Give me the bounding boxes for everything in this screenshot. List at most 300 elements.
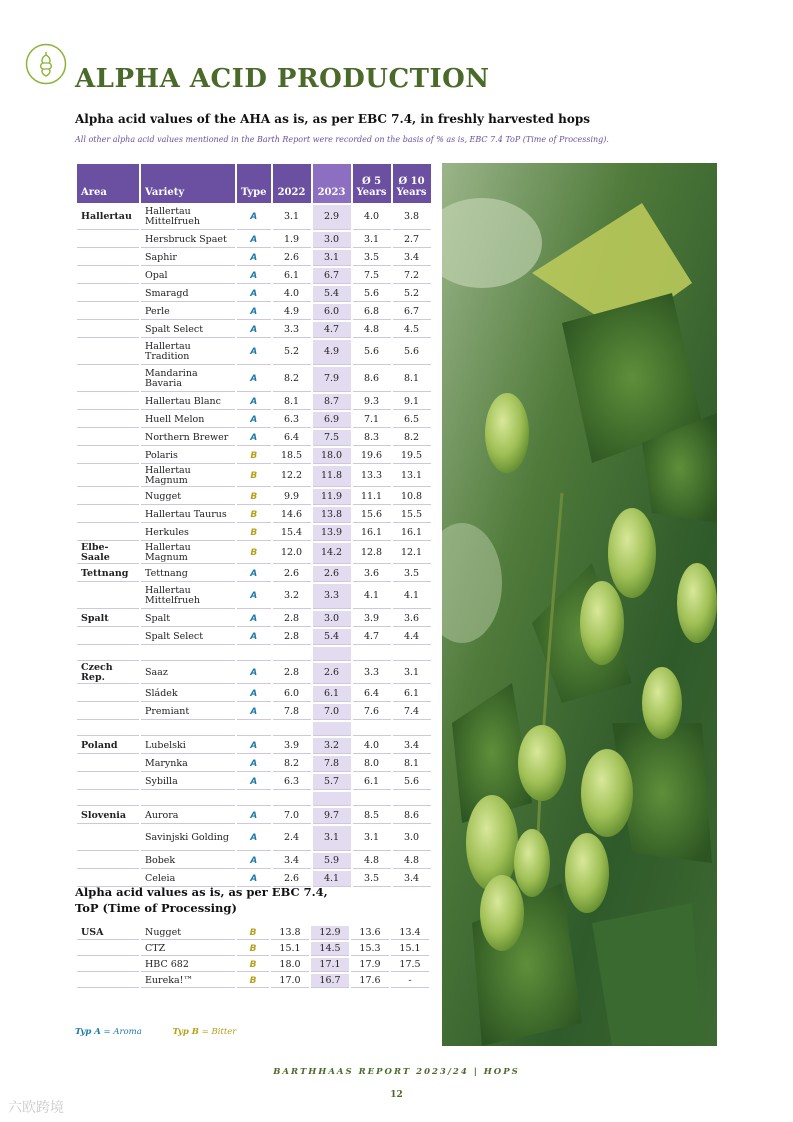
- cell-area: [77, 525, 139, 541]
- table-row: [77, 686, 431, 702]
- cell-2023: 17.1: [311, 958, 349, 972]
- table-row: [77, 250, 431, 266]
- cell-2023: 6.9: [313, 412, 351, 428]
- cell-area: Hallertau: [77, 205, 139, 230]
- header-avg5-line1: Ø 5: [361, 176, 382, 187]
- legend-type-a-label: Typ A: [75, 1027, 101, 1037]
- cell-avg5: 3.5: [353, 250, 391, 266]
- cell-type: A: [237, 367, 271, 392]
- cell-2023: 7.0: [313, 704, 351, 720]
- cell-avg5: 6.4: [353, 686, 391, 702]
- cell-avg5: 16.1: [353, 525, 391, 541]
- cell-area: Slovenia: [77, 808, 139, 824]
- cell-2022: 6.3: [273, 774, 311, 790]
- cell-2023: 3.1: [313, 250, 351, 266]
- cell-area: [77, 507, 139, 523]
- cell-avg5: 17.6: [351, 974, 389, 988]
- cell-2022: 2.4: [273, 826, 311, 851]
- cell-avg10: 15.5: [393, 507, 431, 523]
- cell-avg5: 4.8: [353, 853, 391, 869]
- page-number: 12: [390, 1090, 403, 1100]
- cell-avg5: 7.1: [353, 412, 391, 428]
- cell-2022: 3.2: [273, 584, 311, 609]
- cell-2023: 6.0: [313, 304, 351, 320]
- cell-2022: 15.1: [271, 942, 309, 956]
- cell-variety: Saphir: [141, 250, 235, 266]
- cell-avg5: 9.3: [353, 394, 391, 410]
- cell-avg10: 4.5: [393, 322, 431, 338]
- cell-avg10: 2.7: [393, 232, 431, 248]
- cell-variety: Herkules: [141, 525, 235, 541]
- cell-avg10: 4.1: [393, 584, 431, 609]
- cell-type: A: [237, 738, 271, 754]
- cell-2023: 3.3: [313, 584, 351, 609]
- cell-variety: Perle: [141, 304, 235, 320]
- cell-variety: Mandarina Bavaria: [141, 367, 235, 392]
- cell-area: [77, 268, 139, 284]
- cell-2023: 3.0: [313, 232, 351, 248]
- header-2023: 2023: [313, 164, 351, 203]
- cell-area: Elbe-Saale: [77, 543, 139, 564]
- cell-avg5: 5.6: [353, 340, 391, 365]
- cell-type: A: [237, 394, 271, 410]
- cell-variety: HBC 682: [141, 958, 235, 972]
- cell-variety: Eureka!™: [141, 974, 235, 988]
- cell-variety: Hallertau Magnum: [141, 466, 235, 487]
- cell-area: Poland: [77, 738, 139, 754]
- cell-variety: Hallertau Mittelfrueh: [141, 584, 235, 609]
- cell-avg10: 12.1: [393, 543, 431, 564]
- cell-2023: 2.6: [313, 566, 351, 582]
- table-body: [77, 205, 431, 887]
- usa-table: [75, 924, 431, 990]
- cell-2023: 4.7: [313, 322, 351, 338]
- cell-avg5: 5.6: [353, 286, 391, 302]
- legend-type-a-text: = Aroma: [100, 1027, 142, 1037]
- table-row: [77, 448, 431, 464]
- spacer-cell: [353, 792, 391, 806]
- cell-type: B: [237, 926, 269, 940]
- cell-avg10: 3.4: [393, 738, 431, 754]
- cell-area: [77, 340, 139, 365]
- cell-2022: 4.9: [273, 304, 311, 320]
- cell-variety: Hallertau Tradition: [141, 340, 235, 365]
- cell-2022: 17.0: [271, 974, 309, 988]
- cell-avg10: 13.4: [391, 926, 429, 940]
- legend-type-b-label: Typ B: [172, 1027, 199, 1037]
- header-avg5-line2: Years: [356, 187, 387, 198]
- cell-2023: 3.0: [313, 611, 351, 627]
- table-row: [77, 507, 431, 523]
- cell-type: B: [237, 942, 269, 956]
- legend-type-a: [75, 1027, 142, 1037]
- cell-avg5: 3.5: [353, 871, 391, 887]
- cell-2022: 8.1: [273, 394, 311, 410]
- spacer-cell: [237, 647, 271, 661]
- table-row: [77, 340, 431, 365]
- cell-2023: 11.9: [313, 489, 351, 505]
- cell-type: A: [237, 205, 271, 230]
- cell-avg10: 8.6: [393, 808, 431, 824]
- cell-variety: Northern Brewer: [141, 430, 235, 446]
- cell-2023: 7.8: [313, 756, 351, 772]
- table-row: [77, 489, 431, 505]
- table-spacer-row: [77, 792, 431, 806]
- usa-heading-line2: ToP (Time of Processing): [75, 901, 237, 915]
- cell-avg5: 4.0: [353, 205, 391, 230]
- cell-area: [77, 584, 139, 609]
- cell-2023: 4.1: [313, 871, 351, 887]
- spacer-cell: [77, 647, 139, 661]
- table-row: [77, 286, 431, 302]
- table-row: [77, 412, 431, 428]
- cell-2023: 2.6: [313, 663, 351, 684]
- cell-variety: Spalt Select: [141, 322, 235, 338]
- cell-variety: Sládek: [141, 686, 235, 702]
- spacer-cell: [313, 722, 351, 736]
- usa-heading: [75, 884, 328, 916]
- cell-2023: 6.1: [313, 686, 351, 702]
- cell-2022: 4.0: [273, 286, 311, 302]
- cell-type: B: [237, 958, 269, 972]
- cell-2023: 8.7: [313, 394, 351, 410]
- cell-variety: Huell Melon: [141, 412, 235, 428]
- cell-2023: 14.2: [313, 543, 351, 564]
- cell-avg10: 19.5: [393, 448, 431, 464]
- cell-avg10: 5.2: [393, 286, 431, 302]
- cell-avg5: 4.1: [353, 584, 391, 609]
- cell-type: B: [237, 466, 271, 487]
- spacer-cell: [273, 647, 311, 661]
- table-row: [77, 926, 429, 940]
- cell-type: A: [237, 853, 271, 869]
- cell-area: [77, 774, 139, 790]
- spacer-cell: [141, 647, 235, 661]
- page-subtitle: Alpha acid values of the AHA as is, as per EBC 7.4, in freshly harvested hops: [75, 112, 590, 126]
- cell-variety: Tettnang: [141, 566, 235, 582]
- cell-area: [77, 322, 139, 338]
- cell-area: [77, 448, 139, 464]
- cell-area: [77, 756, 139, 772]
- legend-type-b-text: = Bitter: [198, 1027, 237, 1037]
- table-spacer-row: [77, 722, 431, 736]
- cell-area: [77, 704, 139, 720]
- cell-area: [77, 250, 139, 266]
- cell-avg5: 13.6: [351, 926, 389, 940]
- cell-type: A: [237, 430, 271, 446]
- cell-type: A: [237, 663, 271, 684]
- page-footer: BARTHHAAS REPORT 2023/24 | HOPS: [273, 1067, 520, 1077]
- cell-area: [77, 686, 139, 702]
- cell-area: [77, 412, 139, 428]
- cell-2023: 12.9: [311, 926, 349, 940]
- spacer-cell: [77, 722, 139, 736]
- cell-variety: Lubelski: [141, 738, 235, 754]
- cell-avg10: 16.1: [393, 525, 431, 541]
- spacer-cell: [313, 647, 351, 661]
- cell-2023: 5.4: [313, 629, 351, 645]
- cell-variety: Hallertau Taurus: [141, 507, 235, 523]
- cell-area: [77, 286, 139, 302]
- cell-variety: Hallertau Mittelfrueh: [141, 205, 235, 230]
- cell-type: A: [237, 808, 271, 824]
- cell-avg5: 8.0: [353, 756, 391, 772]
- table-row: [77, 466, 431, 487]
- cell-type: B: [237, 543, 271, 564]
- table-row: [77, 958, 429, 972]
- table-row: [77, 756, 431, 772]
- type-legend: [75, 1027, 236, 1037]
- cell-type: A: [237, 774, 271, 790]
- header-avg5: [353, 164, 391, 203]
- cell-avg5: 6.8: [353, 304, 391, 320]
- cell-type: A: [237, 304, 271, 320]
- cell-variety: Nugget: [141, 926, 235, 940]
- cell-2022: 7.0: [273, 808, 311, 824]
- table-row: [77, 974, 429, 988]
- cell-avg5: 4.7: [353, 629, 391, 645]
- cell-2022: 15.4: [273, 525, 311, 541]
- cell-type: A: [237, 871, 271, 887]
- watermark-text: 六欧跨境: [8, 1100, 64, 1116]
- cell-2023: 14.5: [311, 942, 349, 956]
- spacer-cell: [273, 792, 311, 806]
- cell-avg10: 4.4: [393, 629, 431, 645]
- cell-2023: 3.2: [313, 738, 351, 754]
- spacer-cell: [353, 722, 391, 736]
- spacer-cell: [313, 792, 351, 806]
- cell-2022: 3.4: [273, 853, 311, 869]
- cell-2022: 18.5: [273, 448, 311, 464]
- cell-area: [77, 304, 139, 320]
- cell-variety: Saaz: [141, 663, 235, 684]
- cell-variety: CTZ: [141, 942, 235, 956]
- cell-area: [77, 853, 139, 869]
- cell-2022: 6.0: [273, 686, 311, 702]
- cell-type: A: [237, 566, 271, 582]
- cell-avg10: 3.4: [393, 250, 431, 266]
- cell-2023: 7.5: [313, 430, 351, 446]
- cell-avg5: 11.1: [353, 489, 391, 505]
- cell-type: B: [237, 507, 271, 523]
- header-area: Area: [77, 164, 139, 203]
- cell-avg5: 3.3: [353, 663, 391, 684]
- cell-2023: 3.1: [313, 826, 351, 851]
- cell-type: A: [237, 686, 271, 702]
- cell-variety: Spalt Select: [141, 629, 235, 645]
- cell-variety: Hallertau Blanc: [141, 394, 235, 410]
- cell-variety: Spalt: [141, 611, 235, 627]
- cell-type: A: [237, 250, 271, 266]
- cell-variety: Bobek: [141, 853, 235, 869]
- legend-type-b: [173, 1027, 237, 1037]
- cell-2023: 5.7: [313, 774, 351, 790]
- cell-variety: Celeia: [141, 871, 235, 887]
- header-avg10: [393, 164, 431, 203]
- cell-area: [77, 974, 139, 988]
- table-row: [77, 304, 431, 320]
- cell-area: [77, 232, 139, 248]
- spacer-cell: [393, 722, 431, 736]
- cell-avg5: 3.1: [353, 232, 391, 248]
- cell-avg10: 3.0: [393, 826, 431, 851]
- cell-2022: 14.6: [273, 507, 311, 523]
- cell-area: [77, 629, 139, 645]
- cell-variety: Polaris: [141, 448, 235, 464]
- table-row: [77, 394, 431, 410]
- header-variety: Variety: [141, 164, 235, 203]
- table-row: [77, 543, 431, 564]
- cell-area: [77, 430, 139, 446]
- cell-avg10: 13.1: [393, 466, 431, 487]
- cell-2022: 13.8: [271, 926, 309, 940]
- cell-type: A: [237, 826, 271, 851]
- cell-area: Tettnang: [77, 566, 139, 582]
- spacer-cell: [273, 722, 311, 736]
- header-2022: 2022: [273, 164, 311, 203]
- cell-avg5: 8.3: [353, 430, 391, 446]
- table-row: [77, 611, 431, 627]
- table-row: [77, 774, 431, 790]
- table-row: [77, 205, 431, 230]
- cell-avg10: 9.1: [393, 394, 431, 410]
- cell-type: A: [237, 756, 271, 772]
- header-avg10-line1: Ø 10: [398, 176, 425, 187]
- cell-area: [77, 942, 139, 956]
- spacer-cell: [141, 792, 235, 806]
- cell-avg5: 7.6: [353, 704, 391, 720]
- cell-2022: 9.9: [273, 489, 311, 505]
- cell-avg10: -: [391, 974, 429, 988]
- cell-2022: 3.3: [273, 322, 311, 338]
- cell-type: A: [237, 611, 271, 627]
- cell-avg10: 8.1: [393, 367, 431, 392]
- spacer-cell: [353, 647, 391, 661]
- cell-variety: Aurora: [141, 808, 235, 824]
- cell-2022: 12.0: [273, 543, 311, 564]
- cell-2023: 2.9: [313, 205, 351, 230]
- cell-area: [77, 394, 139, 410]
- cell-avg10: 3.1: [393, 663, 431, 684]
- cell-2022: 2.6: [273, 871, 311, 887]
- cell-2023: 7.9: [313, 367, 351, 392]
- cell-2023: 11.8: [313, 466, 351, 487]
- cell-avg10: 6.5: [393, 412, 431, 428]
- cell-avg5: 17.9: [351, 958, 389, 972]
- cell-avg10: 6.1: [393, 686, 431, 702]
- cell-avg5: 8.6: [353, 367, 391, 392]
- cell-avg10: 15.1: [391, 942, 429, 956]
- cell-2022: 2.8: [273, 629, 311, 645]
- cell-avg5: 13.3: [353, 466, 391, 487]
- cell-avg10: 10.8: [393, 489, 431, 505]
- cell-2023: 13.9: [313, 525, 351, 541]
- cell-avg10: 4.8: [393, 853, 431, 869]
- cell-avg5: 15.3: [351, 942, 389, 956]
- table-row: [77, 704, 431, 720]
- cell-area: [77, 367, 139, 392]
- cell-avg10: 8.2: [393, 430, 431, 446]
- cell-type: B: [237, 448, 271, 464]
- cell-2022: 5.2: [273, 340, 311, 365]
- cell-avg10: 6.7: [393, 304, 431, 320]
- cell-2022: 12.2: [273, 466, 311, 487]
- cell-2022: 6.3: [273, 412, 311, 428]
- cell-variety: Smaragd: [141, 286, 235, 302]
- cell-avg10: 5.6: [393, 774, 431, 790]
- cell-avg10: 3.8: [393, 205, 431, 230]
- table-row: [77, 525, 431, 541]
- table-row: [77, 853, 431, 869]
- cell-type: B: [237, 525, 271, 541]
- table-row: [77, 663, 431, 684]
- cell-2022: 8.2: [273, 367, 311, 392]
- cell-2023: 9.7: [313, 808, 351, 824]
- table-row: [77, 566, 431, 582]
- table-row: [77, 322, 431, 338]
- usa-heading-line1: Alpha acid values as is, as per EBC 7.4,: [75, 885, 328, 899]
- usa-table-body: [77, 926, 429, 988]
- table-row: [77, 584, 431, 609]
- cell-avg5: 4.8: [353, 322, 391, 338]
- cell-avg10: 3.6: [393, 611, 431, 627]
- cell-variety: Hersbruck Spaet: [141, 232, 235, 248]
- cell-type: A: [237, 268, 271, 284]
- cell-area: [77, 466, 139, 487]
- cell-2022: 7.8: [273, 704, 311, 720]
- cell-area: [77, 958, 139, 972]
- cell-2023: 4.9: [313, 340, 351, 365]
- cell-avg5: 3.6: [353, 566, 391, 582]
- cell-avg5: 15.6: [353, 507, 391, 523]
- cell-area: [77, 826, 139, 851]
- cell-2022: 18.0: [271, 958, 309, 972]
- cell-type: A: [237, 584, 271, 609]
- cell-avg10: 7.2: [393, 268, 431, 284]
- cell-2022: 1.9: [273, 232, 311, 248]
- cell-avg10: 8.1: [393, 756, 431, 772]
- cell-2023: 13.8: [313, 507, 351, 523]
- cell-variety: Nugget: [141, 489, 235, 505]
- cell-2022: 6.1: [273, 268, 311, 284]
- page-note: All other alpha acid values mentioned in the Barth Report were recorded on the basis of % as is, EBC 7.4 ToP (Time of Processing).: [75, 135, 609, 144]
- cell-type: A: [237, 629, 271, 645]
- table-row: [77, 232, 431, 248]
- table-row: [77, 808, 431, 824]
- cell-variety: Marynka: [141, 756, 235, 772]
- cell-avg5: 3.9: [353, 611, 391, 627]
- spacer-cell: [237, 722, 271, 736]
- alpha-acid-table: [75, 162, 433, 889]
- cell-type: A: [237, 412, 271, 428]
- header-type: Type: [237, 164, 271, 203]
- table-header-row: [77, 164, 431, 203]
- cell-type: A: [237, 286, 271, 302]
- cell-2022: 3.1: [273, 205, 311, 230]
- table-row: [77, 268, 431, 284]
- cell-area: Spalt: [77, 611, 139, 627]
- cell-area: Czech Rep.: [77, 663, 139, 684]
- table-row: [77, 367, 431, 392]
- cell-2022: 6.4: [273, 430, 311, 446]
- spacer-cell: [393, 792, 431, 806]
- cell-variety: Savinjski Golding: [141, 826, 235, 851]
- cell-variety: Premiant: [141, 704, 235, 720]
- cell-type: A: [237, 322, 271, 338]
- cell-2022: 8.2: [273, 756, 311, 772]
- cell-avg5: 8.5: [353, 808, 391, 824]
- hop-cone-icon: [25, 43, 67, 85]
